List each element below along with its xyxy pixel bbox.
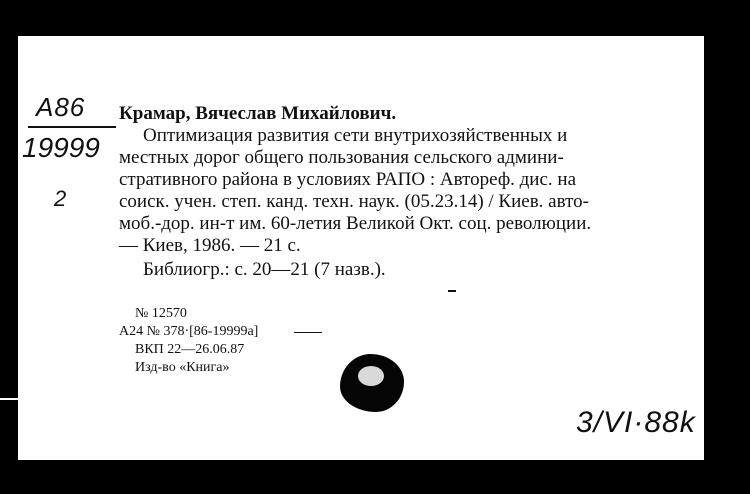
shelf-mark-top: A86: [36, 92, 86, 122]
publisher: Изд-во «Книга»: [135, 360, 230, 375]
ink-blot-highlight: [358, 366, 384, 386]
author-heading: Крамар, Вячеслав Михайлович.: [119, 103, 397, 124]
ink-mark: [448, 290, 456, 292]
scan-edge-line: [0, 398, 20, 400]
catalog-card: [18, 36, 704, 460]
ink-mark: [294, 332, 322, 333]
description-line: Оптимизация развития сети внутрихозяйственных и: [143, 125, 568, 146]
description-line: соиск. учен. степ. канд. техн. наук. (05.23.14) / Киев. авто-: [119, 191, 589, 212]
description-line: местных дорог общего пользования сельского админи-: [119, 147, 564, 168]
handwritten-date: 3/VI·88k: [576, 406, 696, 439]
description-line: моб.-дор. ин-т им. 60-летия Великой Окт. соц. революции.: [119, 213, 592, 234]
shelf-mark-number: 19999: [22, 132, 100, 163]
description-line: стративного района в условиях РАПО : Автореф. дис. на: [119, 169, 577, 190]
registry-number: № 12570: [135, 306, 187, 321]
shelf-mark-divider: [28, 126, 116, 128]
classification-code: А24 № 378·[86-19999а]: [119, 324, 259, 339]
shelf-mark-note: 2: [54, 186, 67, 211]
description-line: — Киев, 1986. — 21 с.: [119, 235, 301, 256]
bibliography-line: Библиогр.: с. 20—21 (7 назв.).: [143, 259, 386, 280]
vkp-record: ВКП 22—26.06.87: [135, 342, 245, 357]
